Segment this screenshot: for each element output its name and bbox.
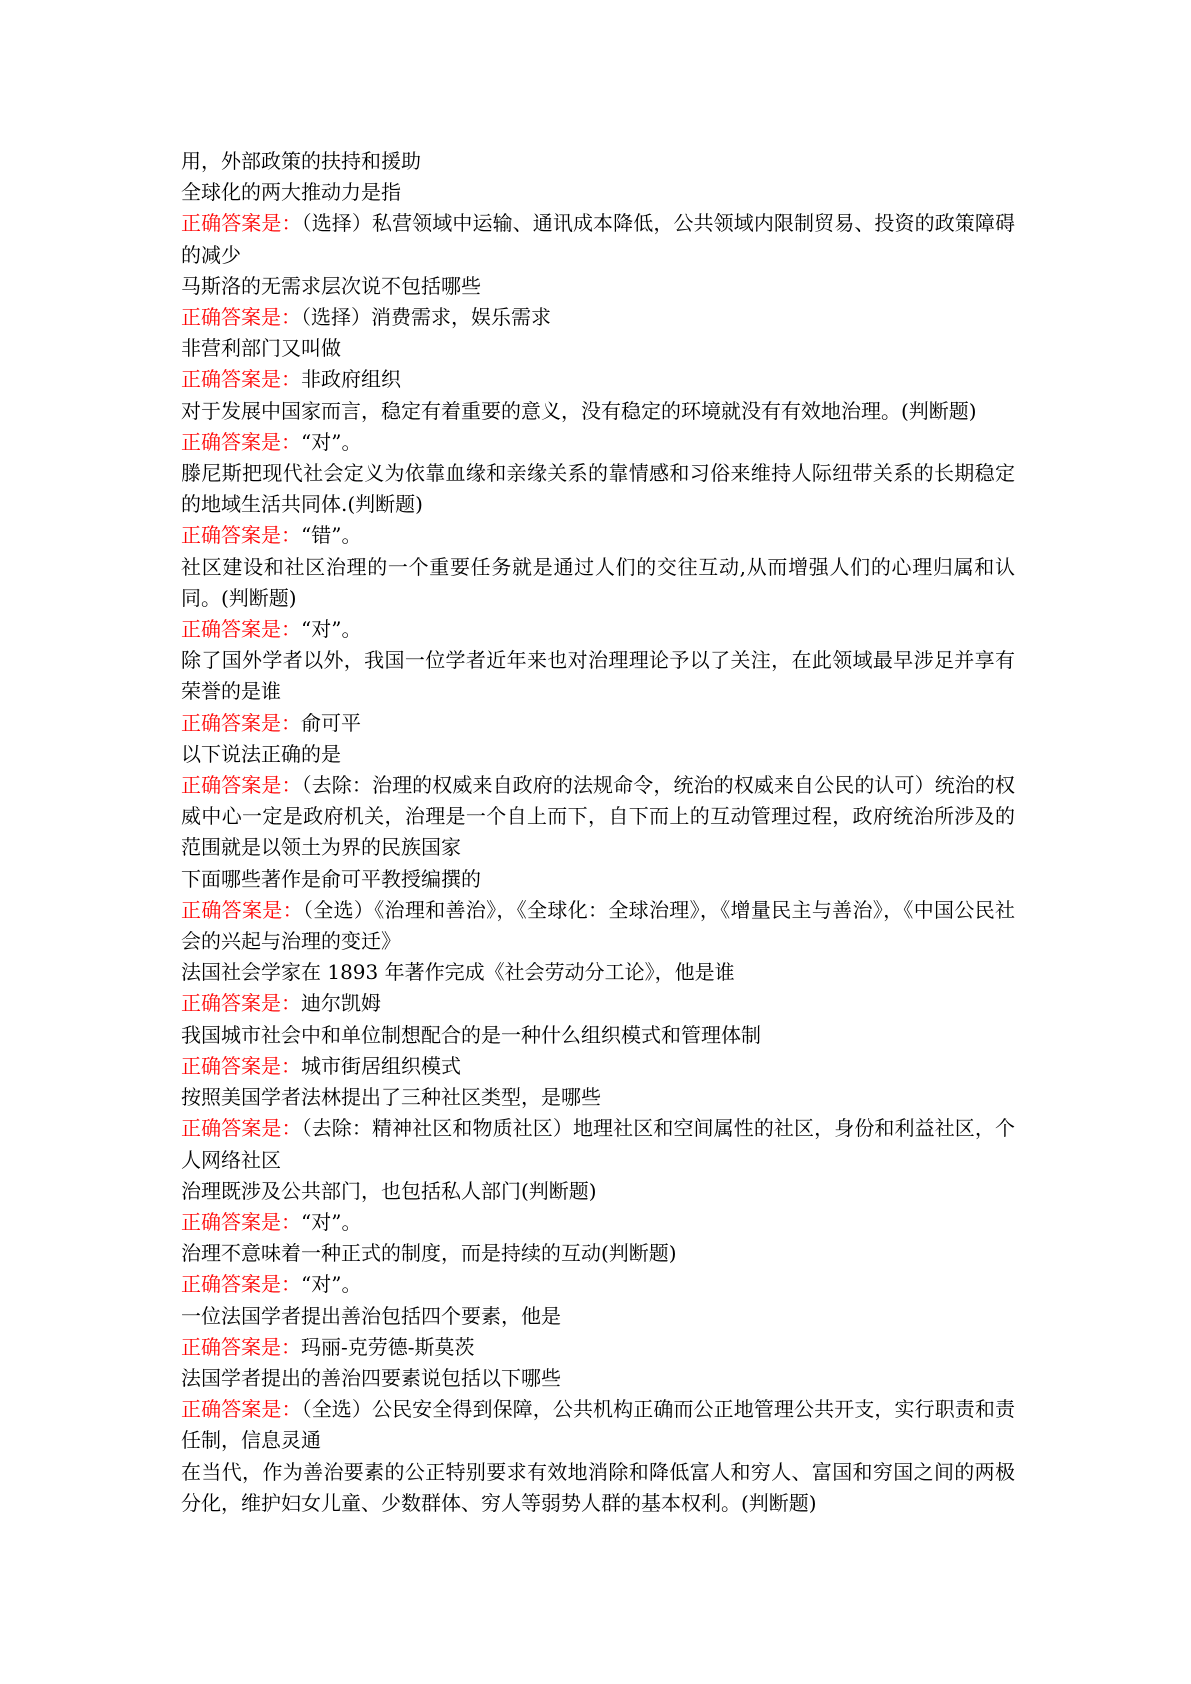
answer-text: “对”。	[301, 429, 362, 454]
answer-text: 非政府组织	[301, 367, 401, 392]
answer-text: （全选）《治理和善治》，《全球化：全球治理》，《增量民主与善治》，《中国公民社会的兴起与治理的变迁》	[181, 897, 1016, 954]
answer-text: “对”。	[301, 1272, 362, 1297]
answer-text: 俞可平	[301, 710, 361, 735]
answer-label: 正确答案是：	[181, 1209, 301, 1234]
answer-line	[181, 364, 1015, 395]
question-line: 我国城市社会中和单位制想配合的是一种什么组织模式和管理体制	[181, 1022, 761, 1047]
answer-label: 正确答案是：	[181, 773, 302, 798]
question-line: 一位法国学者提出善治包括四个要素，他是	[181, 1303, 561, 1328]
answer-text: （去除：精神社区和物质社区）地理社区和空间属性的社区，身份和利益社区，个人网络社区	[181, 1116, 1016, 1172]
text-line: 用，外部政策的扶持和援助	[181, 149, 421, 173]
answer-line	[181, 708, 1015, 739]
answer-line	[181, 1207, 1015, 1238]
answer-text: （选择）消费需求，娱乐需求	[301, 305, 551, 330]
answer-text: 迪尔凯姆	[301, 991, 381, 1016]
question-line: 全球化的两大推动力是指	[181, 180, 401, 205]
question-line: 治理既涉及公共部门，也包括私人部门(判断题)	[181, 1178, 597, 1203]
answer-label: 正确答案是：	[181, 1053, 301, 1078]
answer-text: （全选）公民安全得到保障，公共机构正确而公正地管理公共开支，实行职责和责任制，信息灵通	[181, 1397, 1016, 1453]
answer-line	[181, 208, 1015, 270]
question-line: 法国社会学家在 1893 年著作完成《社会劳动分工论》，他是谁	[181, 960, 735, 985]
answer-line	[181, 1113, 1015, 1175]
answer-line	[181, 614, 1015, 645]
answer-line	[181, 770, 1015, 864]
answer-label: 正确答案是：	[181, 305, 301, 330]
answer-text: “错”。	[301, 523, 362, 548]
answer-label: 正确答案是：	[181, 1334, 301, 1359]
answer-line	[181, 1051, 1015, 1082]
answer-line	[181, 988, 1015, 1019]
question-line: 马斯洛的无需求层次说不包括哪些	[181, 273, 481, 298]
answer-line	[181, 302, 1015, 333]
question-line: 按照美国学者法林提出了三种社区类型，是哪些	[181, 1085, 601, 1110]
answer-line	[181, 1269, 1015, 1300]
question-line: 社区建设和社区治理的一个重要任务就是通过人们的交往互动,从而增强人们的心理归属和认同。(判断题)	[181, 554, 1015, 610]
question-line: 对于发展中国家而言，稳定有着重要的意义，没有稳定的环境就没有有效地治理。(判断题)	[181, 398, 977, 423]
question-line: 治理不意味着一种正式的制度，而是持续的互动(判断题)	[181, 1241, 677, 1266]
answer-line	[181, 1332, 1015, 1363]
answer-text: “对”。	[301, 617, 362, 642]
answer-line	[181, 427, 1015, 458]
question-line: 非营利部门又叫做	[181, 336, 341, 361]
question-line: 在当代，作为善治要素的公正特别要求有效地消除和降低富人和穷人、富国和穷国之间的两极分化，维护妇女儿童、少数群体、穷人等弱势人群的基本权利。(判断题)	[181, 1459, 1015, 1515]
answer-line	[181, 520, 1015, 551]
answer-label: 正确答案是：	[181, 710, 301, 735]
answer-label: 正确答案是：	[181, 1397, 302, 1422]
answer-label: 正确答案是：	[181, 429, 301, 454]
question-line: 下面哪些著作是俞可平教授编撰的	[181, 866, 481, 891]
answer-text: 城市街居组织模式	[301, 1053, 461, 1078]
question-line: 滕尼斯把现代社会定义为依靠血缘和亲缘关系的靠情感和习俗来维持人际纽带关系的长期稳定的地域生活共同体.(判断题)	[181, 461, 1015, 517]
answer-line	[181, 895, 1015, 957]
question-line: 法国学者提出的善治四要素说包括以下哪些	[181, 1365, 561, 1390]
answer-label: 正确答案是：	[181, 211, 302, 236]
answer-label: 正确答案是：	[181, 991, 301, 1016]
question-line: 除了国外学者以外，我国一位学者近年来也对治理理论予以了关注，在此领域最早涉足并享有荣誉的是谁	[181, 648, 1015, 704]
document-body	[181, 146, 1015, 1519]
answer-text: 玛丽-克劳德-斯莫茨	[301, 1334, 475, 1359]
answer-label: 正确答案是：	[181, 523, 301, 548]
answer-label: 正确答案是：	[181, 1272, 301, 1297]
answer-label: 正确答案是：	[181, 617, 301, 642]
answer-text: （去除：治理的权威来自政府的法规命令，统治的权威来自公民的认可）统治的权威中心一定是政府机关，治理是一个自上而下，自下而上的互动管理过程，政府统治所涉及的范围就是以领土为界的民族国家	[181, 773, 1016, 860]
answer-label: 正确答案是：	[181, 367, 301, 392]
answer-line	[181, 1394, 1015, 1456]
answer-text: （选择）私营领域中运输、通讯成本降低，公共领域内限制贸易、投资的政策障碍的减少	[181, 211, 1016, 267]
answer-label: 正确答案是：	[181, 1116, 302, 1141]
answer-text: “对”。	[301, 1209, 362, 1234]
question-line: 以下说法正确的是	[181, 741, 341, 766]
answer-label: 正确答案是：	[181, 897, 303, 922]
